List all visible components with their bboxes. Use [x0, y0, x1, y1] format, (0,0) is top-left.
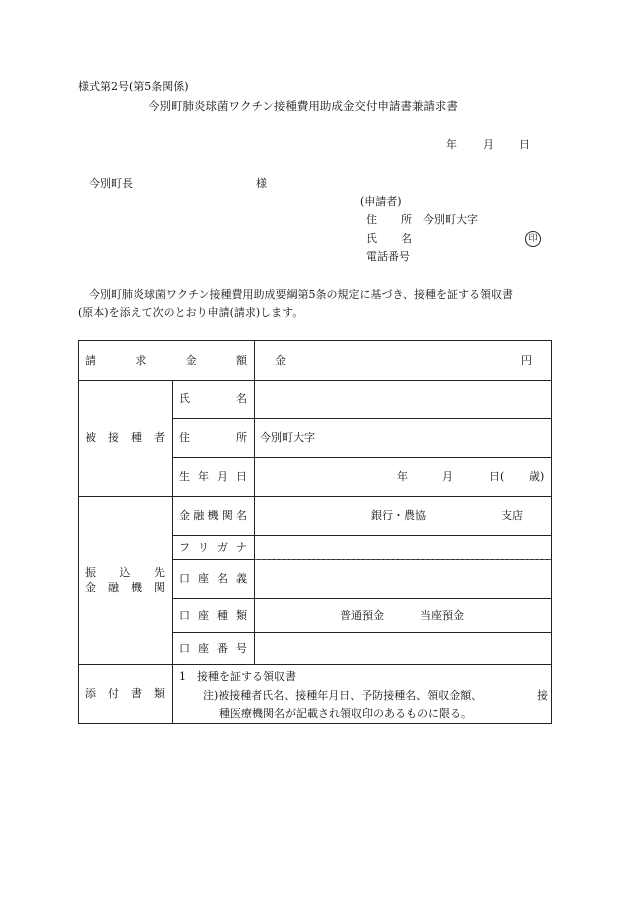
account-type-ordinary: 普通預金 — [340, 609, 384, 622]
account-number-label: 口 座 番 号 — [179, 642, 247, 655]
recipient-name-label: 氏 名 — [179, 392, 247, 405]
dob-year: 年 — [397, 470, 408, 483]
attachment-note-line2: 種医療機関名が記載され領収印のあるものに限る。 — [219, 707, 472, 720]
applicant-address-value: 今別町大字 — [423, 213, 478, 226]
date-month: 月 — [483, 138, 494, 151]
form-title: 今別町肺炎球菌ワクチン接種費用助成金交付申請書兼請求書 — [148, 99, 458, 113]
dob-day-age-open: 日( — [489, 470, 505, 483]
attachment-note-line1-end: 接 — [537, 689, 548, 702]
addressee-name: 今別町長 — [89, 177, 133, 190]
application-table — [78, 340, 552, 724]
applicant-phone-label: 電話番号 — [366, 250, 410, 263]
attachment-item: 1 接種を証する領収書 — [179, 670, 296, 683]
recipient-label: 被 接 種 者 — [85, 431, 165, 444]
seal-mark: 印 — [525, 231, 541, 247]
applicant-address-label: 住 所 — [366, 213, 412, 226]
applicant-heading: (申請者) — [360, 195, 402, 208]
bank-type: 銀行・農協 — [371, 509, 426, 522]
attachments-label: 添 付 書 類 — [85, 687, 165, 700]
claim-amount-prefix: 金 — [275, 354, 286, 367]
recipient-dob-label: 生 年 月 日 — [179, 470, 247, 483]
attachment-note-line1: 注)被接種者氏名、接種年月日、予防接種名、領収金額、 — [203, 689, 483, 702]
dob-age-close: 歳) — [529, 470, 545, 483]
account-name-label: 口 座 名 義 — [179, 572, 247, 585]
applicant-name-label: 氏 名 — [366, 232, 412, 245]
form-number: 様式第2号(第5条関係) — [78, 80, 189, 93]
bank-name-label: 金 融 機 関 名 — [179, 509, 247, 522]
body-text-line1: 今別町肺炎球菌ワクチン接種費用助成要綱第5条の規定に基づき、接種を証する領収書 — [89, 288, 514, 301]
account-type-current: 当座預金 — [420, 609, 464, 622]
branch-label: 支店 — [501, 509, 523, 522]
claim-amount-unit: 円 — [521, 354, 532, 367]
addressee-honorific: 様 — [256, 177, 267, 190]
recipient-address-label: 住 所 — [179, 431, 247, 444]
transfer-label-line1: 振 込 先 — [85, 566, 165, 579]
claim-amount-label: 請 求 金 額 — [85, 354, 247, 367]
furigana-label: フ リ ガ ナ — [179, 541, 247, 554]
date-year: 年 — [446, 138, 457, 151]
body-text-line2: (原本)を添えて次のとおり申請(請求)します。 — [78, 306, 304, 319]
transfer-label-line2: 金 融 機 関 — [85, 581, 165, 594]
account-type-label: 口 座 種 類 — [179, 609, 247, 622]
recipient-address-value: 今別町大字 — [260, 431, 315, 444]
dob-month: 月 — [442, 470, 453, 483]
date-day: 日 — [519, 138, 530, 151]
